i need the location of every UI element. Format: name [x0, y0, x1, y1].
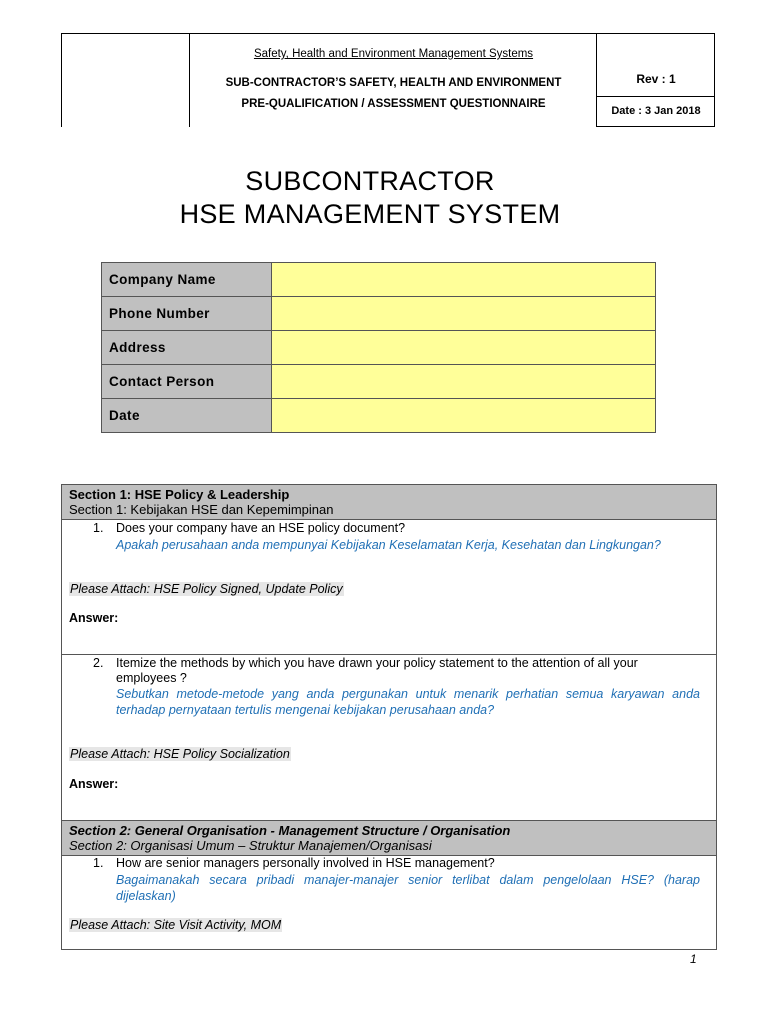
document-title-line2: HSE MANAGEMENT SYSTEM	[179, 199, 561, 229]
info-label: Date	[102, 399, 272, 433]
attachment-note: Please Attach: Site Visit Activity, MOM	[70, 918, 282, 932]
question-translation: Bagaimanakah secara pribadi manajer-manajer senior terlibat dalam pengelolaan HSE? (harap dijelaskan)	[116, 873, 700, 903]
info-row-phone-number	[102, 297, 656, 331]
header-left-border	[61, 33, 62, 127]
section-1-header	[62, 485, 716, 520]
header-rev-date-divider	[597, 96, 715, 97]
questionnaire-table	[61, 484, 717, 950]
header-top-border	[61, 33, 715, 34]
company-name-field[interactable]	[272, 263, 656, 297]
page-number: 1	[690, 952, 697, 966]
answer-label: Answer:	[69, 777, 119, 791]
document-header	[61, 33, 716, 127]
section-2-header	[62, 820, 716, 856]
document-title-line1: SUBCONTRACTOR	[245, 166, 495, 196]
question-translation: Sebutkan metode-metode yang anda pergunakan untuk menarik perhatian semua karyawan anda terhadap pernyataan tertulis mengenai kebijakan perusahaan anda?	[116, 687, 700, 717]
header-bottom-border	[596, 126, 715, 127]
question-text: Does your company have an HSE policy document?	[116, 521, 406, 535]
header-system-name: Safety, Health and Environment Management Systems	[253, 48, 534, 60]
question-number: 2.	[93, 656, 104, 670]
section-subtitle: Section 1: Kebijakan HSE dan Kepemimpinan	[69, 502, 334, 517]
question-number: 1.	[93, 856, 104, 870]
info-row-contact-person	[102, 365, 656, 399]
question-divider	[62, 654, 716, 655]
section-subtitle: Section 2: Organisasi Umum – Struktur Manajemen/Organisasi	[69, 838, 432, 853]
info-row-company-name	[102, 263, 656, 297]
question-text: How are senior managers personally involved in HSE management?	[116, 856, 495, 870]
date-field[interactable]	[272, 399, 656, 433]
section-title: Section 2: General Organisation - Management Structure / Organisation	[69, 823, 511, 838]
answer-label: Answer:	[69, 611, 119, 625]
attachment-note: Please Attach: HSE Policy Socialization	[70, 747, 290, 761]
contact-person-field[interactable]	[272, 365, 656, 399]
header-title-line2: PRE-QUALIFICATION / ASSESSMENT QUESTIONNAIRE	[241, 98, 546, 110]
info-row-address	[102, 331, 656, 365]
info-label: Company Name	[102, 263, 272, 297]
section-title: Section 1: HSE Policy & Leadership	[69, 487, 290, 502]
attachment-note: Please Attach: HSE Policy Signed, Update Policy	[70, 582, 343, 596]
header-logo-divider	[189, 33, 190, 127]
info-label: Address	[102, 331, 272, 365]
address-field[interactable]	[272, 331, 656, 365]
question-text: Itemize the methods by which you have drawn your policy statement to the attention of all your employees ?	[116, 656, 638, 685]
info-label: Phone Number	[102, 297, 272, 331]
header-date: Date : 3 Jan 2018	[611, 105, 701, 117]
company-info-table	[101, 262, 656, 433]
question-translation: Apakah perusahaan anda mempunyai Kebijakan Keselamatan Kerja, Kesehatan dan Lingkungan?	[116, 538, 661, 552]
header-title-line1: SUB-CONTRACTOR’S SAFETY, HEALTH AND ENVIRONMENT	[225, 77, 562, 89]
info-row-date	[102, 399, 656, 433]
phone-number-field[interactable]	[272, 297, 656, 331]
question-number: 1.	[93, 521, 104, 535]
info-label: Contact Person	[102, 365, 272, 399]
header-revision: Rev : 1	[636, 72, 676, 86]
